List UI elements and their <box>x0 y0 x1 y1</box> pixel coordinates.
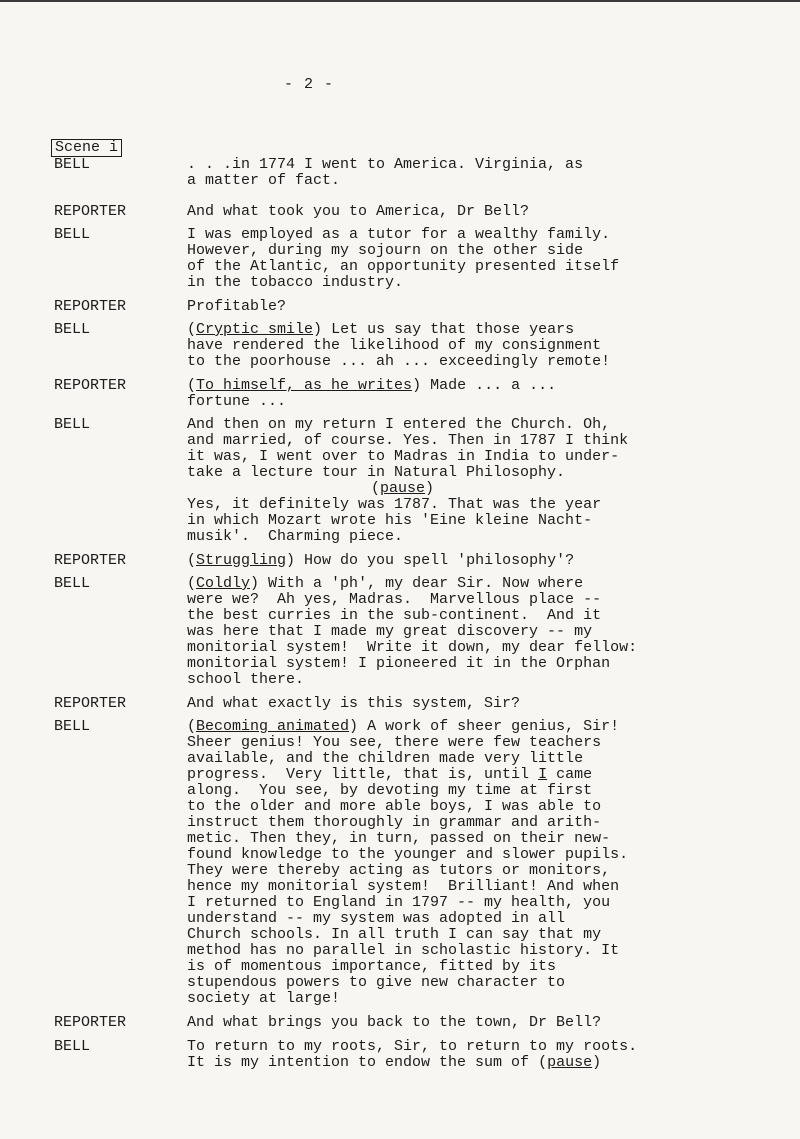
stage-direction: Coldly <box>196 575 251 592</box>
speech-line: (To himself, as he writes) Made ... a ... <box>187 377 557 394</box>
speaker-name: REPORTER <box>54 298 127 315</box>
stage-direction: Struggling <box>196 552 287 569</box>
dialogue-entry <box>54 204 674 220</box>
speech-line: a matter of fact. <box>187 172 341 189</box>
speech-line: To return to my roots, Sir, to return to my roots. <box>187 1038 638 1055</box>
dialogue-entry <box>54 157 674 189</box>
speaker-name: BELL <box>54 416 91 433</box>
dialogue-entry <box>54 322 674 370</box>
speech-line: metic. Then they, in turn, passed on their new- <box>187 830 611 847</box>
dialogue-entry <box>54 576 674 688</box>
speech-line: understand -- my system was adopted in all <box>187 910 566 927</box>
speech-text <box>187 299 667 315</box>
speech-text <box>187 378 667 410</box>
speech-line: Church schools. In all truth I can say that my <box>187 926 602 943</box>
emphasis-word: I <box>538 766 548 783</box>
dialogue-entry <box>54 696 674 712</box>
speech-line: musik'. Charming piece. <box>187 528 404 545</box>
speech-line: progress. Very little, that is, until I came <box>187 766 593 783</box>
speech-line: monitorial system! I pioneered it in the Orphan <box>187 655 611 672</box>
script-body <box>54 157 674 1071</box>
speech-text <box>187 227 667 291</box>
speech-text <box>187 719 667 1007</box>
top-rule <box>0 0 800 2</box>
speech-line: (Coldly) With a 'ph', my dear Sir. Now where <box>187 575 584 592</box>
speech-line: along. You see, by devoting my time at first <box>187 782 593 799</box>
speech-line: school there. <box>187 671 305 688</box>
speech-line: I was employed as a tutor for a wealthy family. <box>187 226 611 243</box>
speech-line: to the poorhouse ... ah ... exceedingly remote! <box>187 353 611 370</box>
speech-line: take a lecture tour in Natural Philosophy. <box>187 464 566 481</box>
speech-line: Profitable? <box>187 298 287 315</box>
speech-line: in which Mozart wrote his 'Eine kleine Nacht- <box>187 512 593 529</box>
speaker-name: REPORTER <box>54 203 127 220</box>
speech-line: However, during my sojourn on the other side <box>187 242 584 259</box>
speech-line: is of momentous importance, fitted by its <box>187 958 557 975</box>
speech-line: stupendous powers to give new character to <box>187 974 566 991</box>
speech-line: society at large! <box>187 990 341 1007</box>
speaker-name: REPORTER <box>54 377 127 394</box>
speech-line: hence my monitorial system! Brilliant! And when <box>187 878 620 895</box>
dialogue-entry <box>54 553 674 569</box>
speech-text <box>187 1039 667 1071</box>
speech-text <box>187 417 667 545</box>
pause-direction: (pause) <box>371 480 435 497</box>
speech-line: And then on my return I entered the Church. Oh, <box>187 416 611 433</box>
speaker-name: BELL <box>54 718 91 735</box>
speech-line: I returned to England in 1797 -- my health, you <box>187 894 611 911</box>
speech-text <box>187 157 667 189</box>
dialogue-entry <box>54 1039 674 1071</box>
speaker-name: BELL <box>54 226 91 243</box>
speech-text <box>187 576 667 688</box>
speech-line: instruct them thoroughly in grammar and arith- <box>187 814 602 831</box>
speech-line: (Cryptic smile) Let us say that those years <box>187 321 575 338</box>
stage-direction: Cryptic smile <box>196 321 314 338</box>
stage-direction: Becoming animated <box>196 718 350 735</box>
speech-text <box>187 696 667 712</box>
scene-label: Scene i <box>51 139 122 157</box>
speech-text <box>187 1015 667 1031</box>
speaker-name: BELL <box>54 1038 91 1055</box>
speech-line: in the tobacco industry. <box>187 274 404 291</box>
dialogue-entry <box>54 299 674 315</box>
speech-line: . . .in 1774 I went to America. Virginia, as <box>187 156 584 173</box>
speaker-name: REPORTER <box>54 552 127 569</box>
speech-line: of the Atlantic, an opportunity presented itself <box>187 258 620 275</box>
page-number: - 2 - <box>284 76 335 93</box>
speech-text <box>187 322 667 370</box>
speech-line: They were thereby acting as tutors or monitors, <box>187 862 611 879</box>
speaker-name: REPORTER <box>54 695 127 712</box>
speech-line: were we? Ah yes, Madras. Marvellous place -- <box>187 591 602 608</box>
stage-direction: pause <box>547 1054 593 1071</box>
speech-line: and married, of course. Yes. Then in 1787 I think <box>187 432 629 449</box>
speaker-name: BELL <box>54 575 91 592</box>
speech-line: was here that I made my great discovery -- my <box>187 623 593 640</box>
speech-line: (Struggling) How do you spell 'philosophy'? <box>187 552 575 569</box>
speech-line: Sheer genius! You see, there were few teachers <box>187 734 602 751</box>
speech-line: it was, I went over to Madras in India to under- <box>187 448 620 465</box>
speech-line: found knowledge to the younger and slower pupils. <box>187 846 629 863</box>
speech-line: monitorial system! Write it down, my dear fellow: <box>187 639 638 656</box>
speech-line: And what exactly is this system, Sir? <box>187 695 521 712</box>
speaker-name: BELL <box>54 156 91 173</box>
speech-line: method has no parallel in scholastic history. It <box>187 942 620 959</box>
speech-line: (Becoming animated) A work of sheer genius, Sir! <box>187 718 620 735</box>
speech-line: available, and the children made very little <box>187 750 584 767</box>
dialogue-entry <box>54 417 674 545</box>
speech-line: to the older and more able boys, I was able to <box>187 798 602 815</box>
speech-text <box>187 553 667 569</box>
speaker-name: BELL <box>54 321 91 338</box>
speech-line: It is my intention to endow the sum of (pause) <box>187 1054 602 1071</box>
speech-line: And what brings you back to the town, Dr Bell? <box>187 1014 602 1031</box>
dialogue-entry <box>54 719 674 1007</box>
speech-line: the best curries in the sub-continent. And it <box>187 607 602 624</box>
dialogue-entry <box>54 227 674 291</box>
speech-line: have rendered the likelihood of my consignment <box>187 337 602 354</box>
speech-line: And what took you to America, Dr Bell? <box>187 203 530 220</box>
stage-direction: To himself, as he writes <box>196 377 413 394</box>
speaker-name: REPORTER <box>54 1014 127 1031</box>
dialogue-entry <box>54 1015 674 1031</box>
speech-line: fortune ... <box>187 393 287 410</box>
speech-text <box>187 204 667 220</box>
dialogue-entry <box>54 378 674 410</box>
speech-line: Yes, it definitely was 1787. That was the year <box>187 496 602 513</box>
